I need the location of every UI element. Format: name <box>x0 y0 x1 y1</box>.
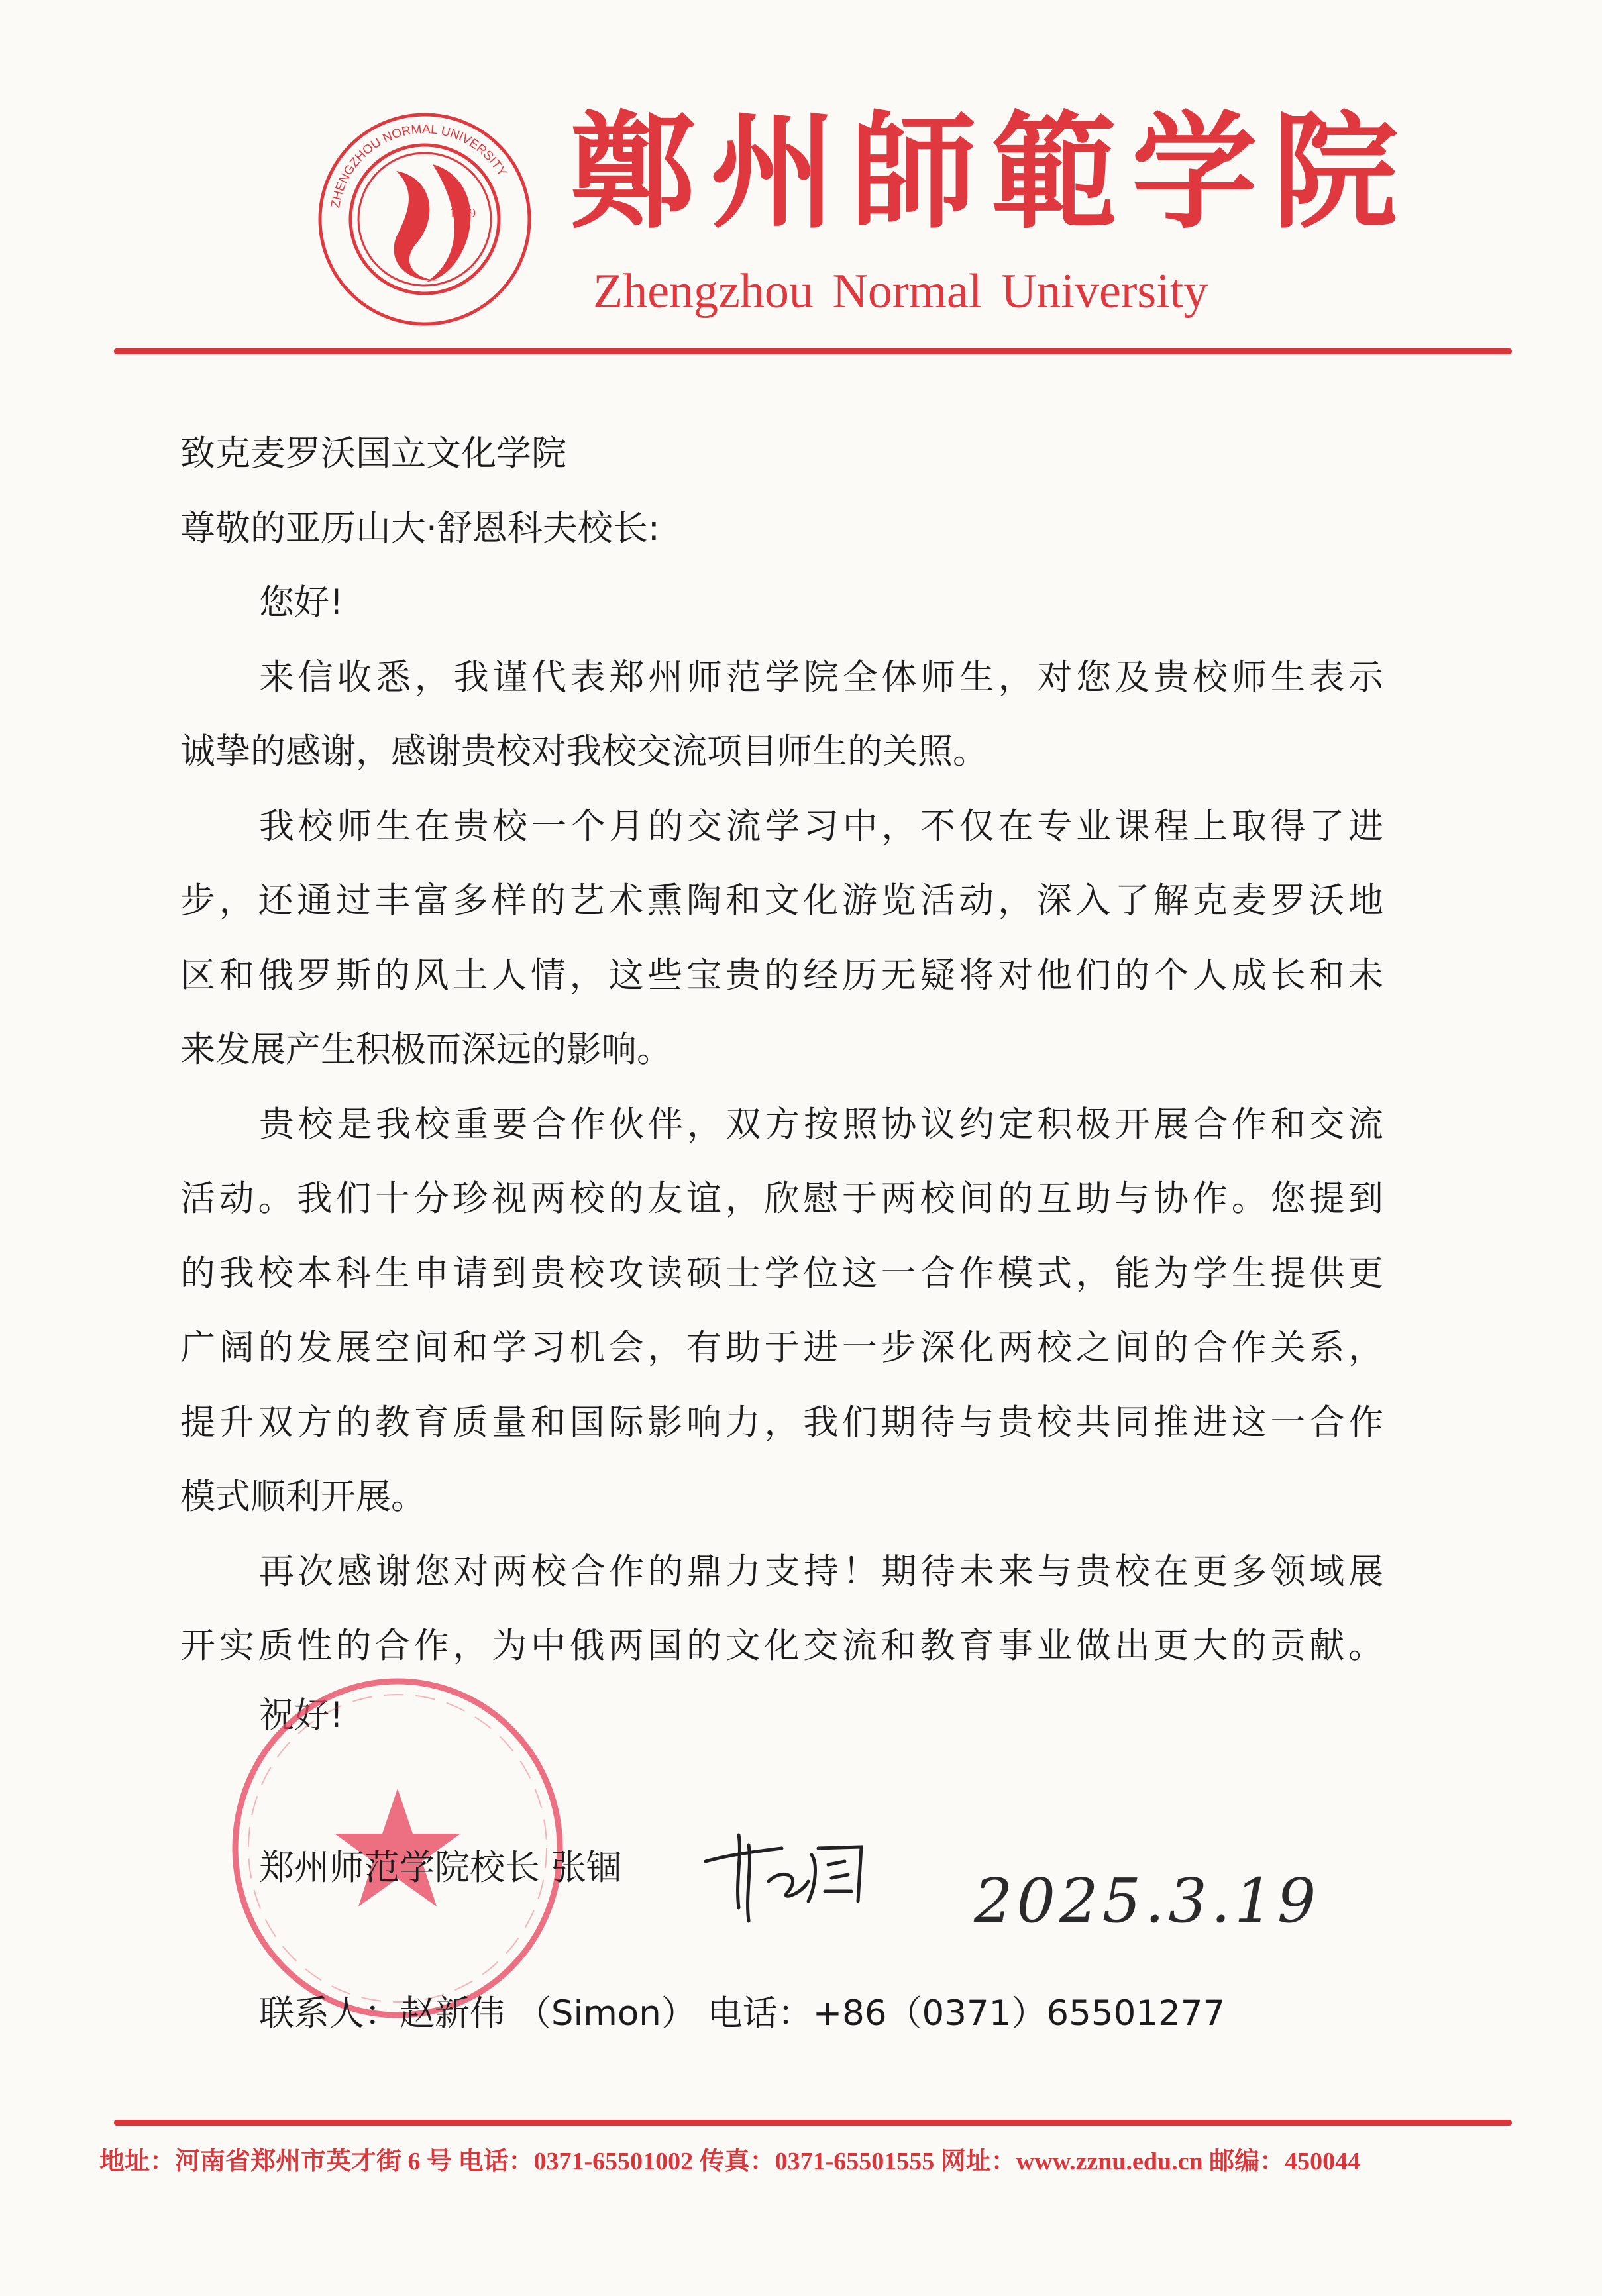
handwritten-signature <box>702 1828 921 1928</box>
paragraph-line: 诚挚的感谢，感谢贵校对我校交流项目师生的关照。 <box>180 731 988 772</box>
signature-date: 2025.3.19 <box>974 1865 1320 1936</box>
university-name-english: Zhengzhou Normal University <box>593 264 1208 319</box>
paragraph-line: 提升双方的教育质量和国际影响力，我们期待与贵校共同推进这一合作 <box>180 1402 1383 1443</box>
paragraph-line: 活动。我们十分珍视两校的友谊，欣慰于两校间的互助与协作。您提到 <box>180 1178 1383 1219</box>
paragraph-line: 再次感谢您对两校合作的鼎力支持！期待未来与贵校在更多领域展 <box>259 1551 1383 1592</box>
closing: 祝好! <box>259 1695 344 1736</box>
paragraph-line: 区和俄罗斯的风土人情，这些宝贵的经历无疑将对他们的个人成长和未 <box>180 955 1383 996</box>
university-name-chinese: 鄭州師範学院 <box>570 98 1413 246</box>
paragraph-line: 我校师生在贵校一个月的交流学习中，不仅在专业课程上取得了进 <box>259 806 1383 847</box>
salutation: 尊敬的亚历山大·舒恩科夫校长: <box>180 508 660 548</box>
paragraph-line: 模式顺利开展。 <box>180 1477 426 1517</box>
logo-ring-text: ZHENGZHOU NORMAL UNIVERSITY <box>329 122 509 209</box>
paragraph-line: 贵校是我校重要合作伙伴，双方按照协议约定积极开展合作和交流 <box>259 1104 1383 1145</box>
footer-address-contact: 地址：河南省郑州市英才街 6 号 电话：0371-65501002 传真：0371-65501555 网址：www.zznu.edu.cn 邮编：450044 <box>99 2148 1361 2175</box>
logo-year: 1949 <box>449 206 476 221</box>
paragraph-line: 来信收悉，我谨代表郑州师范学院全体师生，对您及贵校师生表示 <box>259 657 1383 698</box>
paragraph-line: 来发展产生积极而深远的影响。 <box>180 1029 672 1070</box>
paragraph-line: 步，还通过丰富多样的艺术熏陶和文化游览活动，深入了解克麦罗沃地 <box>180 880 1383 921</box>
contact-info: 联系人：赵新伟 （Simon） 电话：+86（0371）65501277 <box>259 1993 1226 2034</box>
footer-divider <box>114 2120 1512 2126</box>
paragraph-line: 广阔的发展空间和学习机会，有助于进一步深化两校之间的合作关系， <box>180 1328 1383 1368</box>
greeting: 您好! <box>259 582 344 623</box>
paragraph-line: 开实质性的合作，为中俄两国的文化交流和教育事业做出更大的贡献。 <box>180 1626 1383 1666</box>
header-divider <box>114 348 1512 354</box>
signer-title-name: 郑州师范学院校长 张锢 <box>259 1848 621 1888</box>
paragraph-line: 的我校本科生申请到贵校攻读硕士学位这一合作模式，能为学生提供更 <box>180 1253 1383 1294</box>
recipient-organization: 致克麦罗沃国立文化学院 <box>180 433 566 474</box>
university-logo <box>317 111 533 327</box>
